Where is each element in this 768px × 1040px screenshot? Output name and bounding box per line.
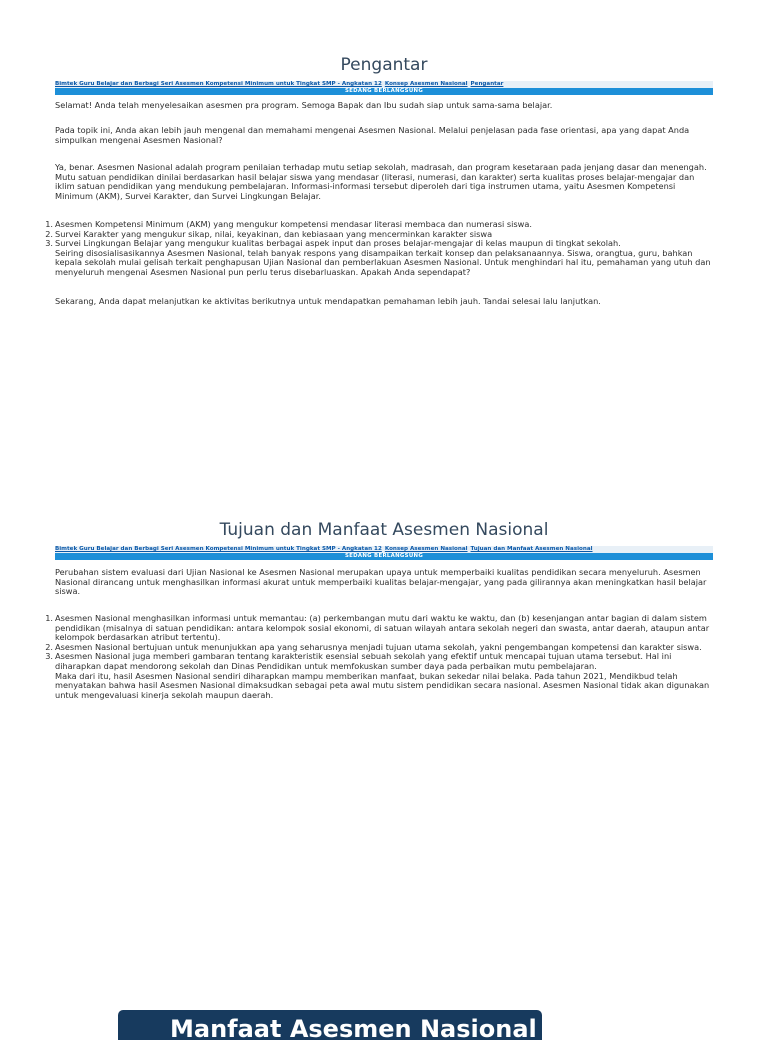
closing-paragraph: Sekarang, Anda dapat melanjutkan ke aktivitas berikutnya untuk mendapatkan pemahaman lebih jauh. Tandai selesai lalu lanjutkan.	[55, 296, 601, 306]
instrument-list	[45, 219, 713, 278]
list-item: 3. Survei Lingkungan Belajar yang mengukur kualitas berbagai aspek input dan proses belajar-mengajar di kelas maupun di tingkat sekolah. Seiring disosialisasikannya Asesmen Nasional, telah banyak respons yang disampaikan terkait konsep dan pelaksanaannya. Siswa, orangtua, guru, bahkan kepala sekolah mulai gelisah terkait penghapusan Ujian Nasional dan pemberlakuan Asesmen Nasional. Untuk menghindari hal itu, pemahaman yang utuh dan menyeluruh mengenai Asesmen Nasional pun perlu terus disebarluaskan. Apakah Anda sependapat?	[55, 239, 713, 277]
breadcrumb-course-link[interactable]: Bimtek Guru Belajar dan Berbagi Seri Asesmen Kompetensi Minimum untuk Tingkat SMP - Angkatan 12	[55, 546, 382, 552]
question-paragraph: Pada topik ini, Anda akan lebih jauh mengenal dan memahami mengenai Asesmen Nasional. Melalui penjelasan pada fase orientasi, apa yang dapat Anda simpulkan mengenai Asesmen Nasional?	[55, 125, 690, 145]
definition-paragraph: Ya, benar. Asesmen Nasional adalah program penilaian terhadap mutu setiap sekolah, madrasah, dan program kesetaraan pada jenjang dasar dan menengah. Mutu satuan pendidikan dinilai berdasarkan hasil belajar siswa yang mendasar (literasi, numerasi, dan karakter) serta kualitas proses belajar-mengajar dan iklim satuan pendidikan yang mendukung pembelajaran. Informasi-informasi tersebut diperoleh dari tiga instrumen utama, yaitu Asesmen Kompetensi Minimum (AKM), Survei Karakter, dan Survei Lingkungan Belajar.	[55, 162, 707, 201]
banner-title: Manfaat Asesmen Nasional	[170, 1015, 537, 1040]
list-item-continuation: Maka dari itu, hasil Asesmen Nasional sendiri diharapkan mampu memberikan manfaat, bukan sekedar nilai belaka. Pada tahun 2021, Mendikbud telah menyatakan bahwa hasil Asesmen Nasional dimaksudkan sebagai peta awal mutu sistem pendidikan secara nasional. Asesmen Nasional tidak akan digunakan untuk mengevaluasi kinerja sekolah maupun daerah.	[55, 670, 710, 700]
benefit-list	[45, 613, 713, 700]
breadcrumb	[55, 81, 713, 88]
list-item: 1. Asesmen Kompetensi Minimum (AKM) yang mengukur kompetensi mendasar literasi membaca dan numerasi siswa.	[45, 219, 533, 229]
list-item-continuation: Seiring disosialisasikannya Asesmen Nasional, telah banyak respons yang disampaikan terkait konsep dan pelaksanaannya. Siswa, orangtua, guru, bahkan kepala sekolah mulai gelisah terkait penghapusan Ujian Nasional dan pemberlakuan Asesmen Nasional. Untuk menghindari hal itu, pemahaman yang utuh dan menyeluruh mengenai Asesmen Nasional pun perlu terus disebarluaskan. Apakah Anda sependapat?	[55, 247, 711, 277]
intro-paragraph: Selamat! Anda telah menyelesaikan asesmen pra program. Semoga Bapak dan Ibu sudah siap untuk sama-sama belajar.	[55, 100, 553, 110]
breadcrumb-page-link[interactable]: Pengantar	[470, 81, 504, 87]
list-item: 2. Survei Karakter yang mengukur sikap, nilai, keyakinan, dan kebiasaan yang mencerminkan karakter siswa	[45, 228, 493, 239]
breadcrumb-course-link[interactable]: Bimtek Guru Belajar dan Berbagi Seri Asesmen Kompetensi Minimum untuk Tingkat SMP - Angkatan 12	[55, 81, 382, 87]
page-title: Pengantar	[340, 55, 428, 75]
list-item: 1. Asesmen Nasional menghasilkan informasi untuk memantau: (a) perkembangan mutu dari waktu ke waktu, dan (b) kesenjangan antar bagian di dalam sistem pendidikan (misalnya di satuan pendidikan: antara kelompok sosial ekonomi, di satuan wilayah antara sekolah negeri dan swasta, antar daerah, ataupun antar kelompok berdasarkan atribut tertentu).	[45, 613, 710, 643]
intro-paragraph: Perubahan sistem evaluasi dari Ujian Nasional ke Asesmen Nasional merupakan upaya untuk memperbaiki kualitas pendidikan secara menyeluruh. Asesmen Nasional dirancang untuk menghasilkan informasi akurat untuk memperbaiki kualitas belajar-mengajar, yang pada gilirannya akan meningkatkan hasil belajar siswa.	[55, 567, 707, 597]
status-badge: SEDANG BERLANGSUNG	[55, 553, 713, 560]
list-item: 2. Asesmen Nasional bertujuan untuk menunjukkan apa yang seharusnya menjadi tujuan utama sekolah, yakni pengembangan kompetensi dan karakter siswa.	[45, 641, 702, 652]
breadcrumb-topic-link[interactable]: Konsep Asesmen Nasional	[384, 546, 468, 552]
list-item: 3. Asesmen Nasional juga memberi gambaran tentang karakteristik esensial sebuah sekolah yang efektif untuk mencapai tujuan utama tersebut. Hal ini diharapkan dapat mendorong sekolah dan Dinas Pendidikan untuk memfokuskan sumber daya pada perbaikan mutu pembelajaran. Maka dari itu, hasil Asesmen Nasional sendiri diharapkan mampu memberikan manfaat, bukan sekedar nilai belaka. Pada tahun 2021, Mendikbud telah menyatakan bahwa hasil Asesmen Nasional dimaksudkan sebagai peta awal mutu sistem pendidikan secara nasional. Asesmen Nasional tidak akan digunakan untuk mengevaluasi kinerja sekolah maupun daerah.	[55, 652, 713, 700]
breadcrumb	[55, 546, 713, 553]
page-title: Tujuan dan Manfaat Asesmen Nasional	[219, 520, 549, 540]
breadcrumb-topic-link[interactable]: Konsep Asesmen Nasional	[384, 81, 468, 87]
status-badge: SEDANG BERLANGSUNG	[55, 88, 713, 95]
video-banner	[118, 1010, 542, 1040]
breadcrumb-page-link[interactable]: Tujuan dan Manfaat Asesmen Nasional	[470, 546, 593, 552]
